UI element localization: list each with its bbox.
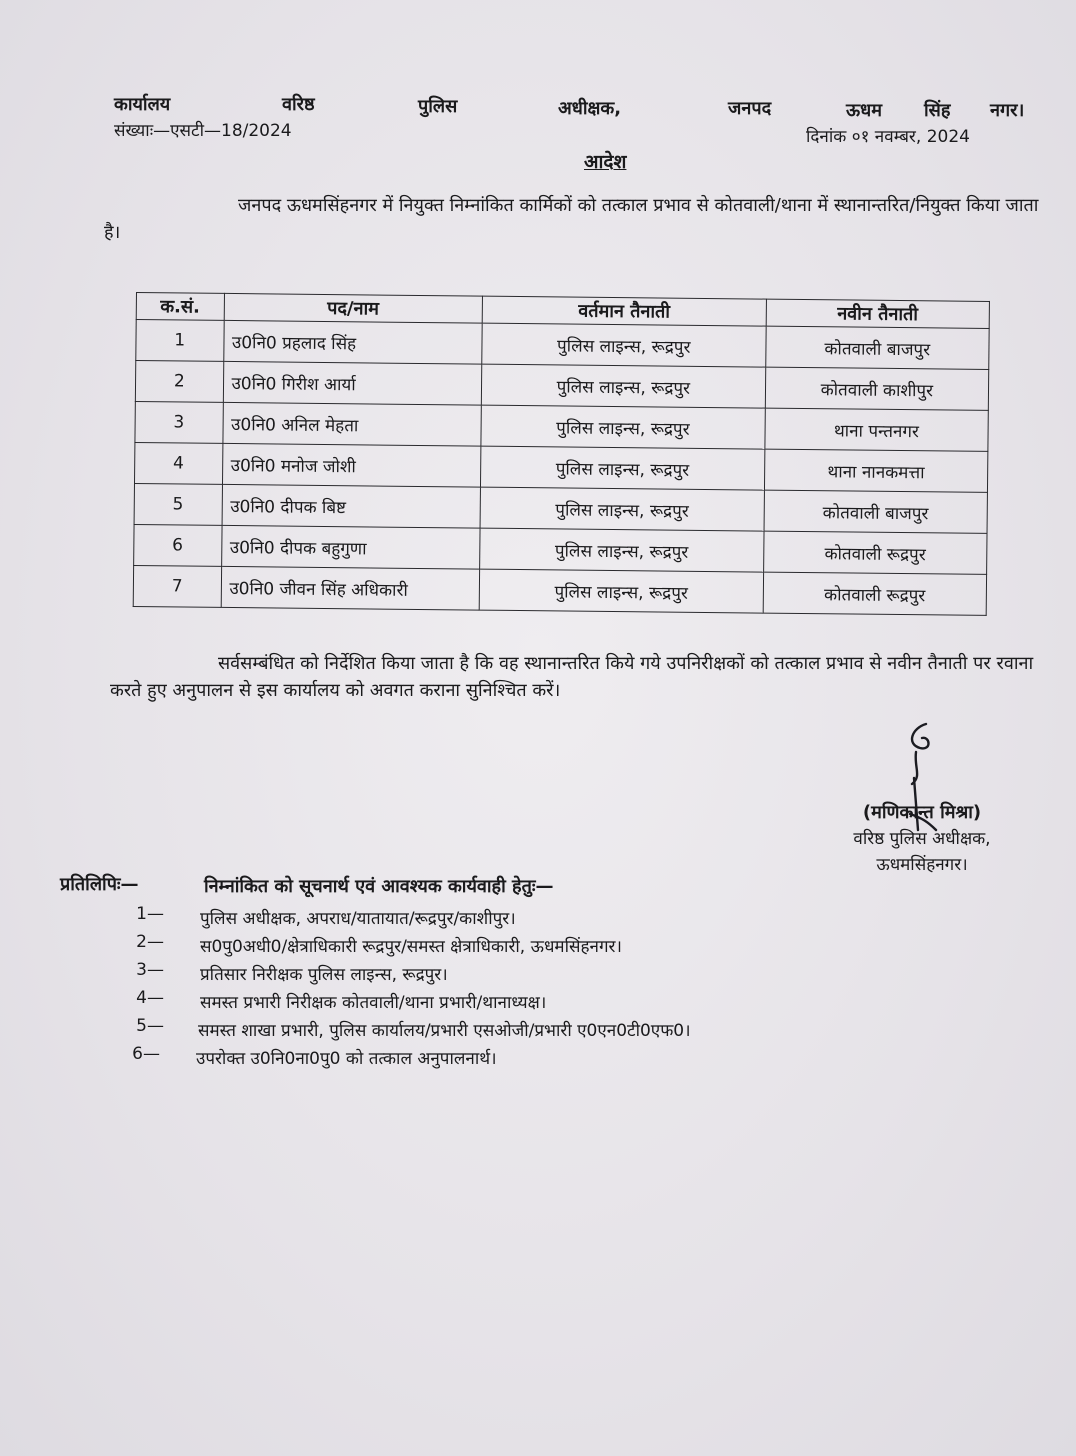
- header-new-posting: नवीन तैनाती: [766, 299, 990, 328]
- signatory-designation: वरिष्ठ पुलिस अधीक्षक,: [853, 829, 991, 849]
- header-word-senior: वरिष्ठ: [282, 94, 315, 115]
- cell-current: पुलिस लाइन्स, रूद्रपुर: [480, 446, 764, 490]
- reference-number: संख्याः—एसटी—18/2024: [114, 121, 292, 141]
- header-serial: क.सं.: [136, 293, 224, 321]
- closing-paragraph: सर्वसम्बंधित को निर्देशित किया जाता है कि वह स्थानान्तरित किये गये उपनिरीक्षकों को तत्काल प्रभाव से नवीन तैनाती पर रवाना करते हुए अनुपालन से इस कार्यालय को अवगत कराना सुनिश्चित करें।: [110, 653, 1034, 701]
- cell-current: पुलिस लाइन्स, रूद्रपुर: [479, 569, 763, 613]
- cell-new: कोतवाली काशीपुर: [765, 367, 989, 410]
- header-word-police: पुलिस: [418, 96, 458, 117]
- copy-item-number: 5—: [136, 1016, 164, 1036]
- cell-serial: 7: [133, 565, 221, 607]
- copy-item-text: प्रतिसार निरीक्षक पुलिस लाइन्स, रूद्रपुर।: [200, 965, 448, 985]
- cell-name: उ0नि0 अनिल मेहता: [222, 402, 481, 446]
- cell-name: उ0नि0 दीपक बिष्ट: [222, 484, 481, 528]
- copy-item-text: समस्त प्रभारी निरीक्षक कोतवाली/थाना प्रभारी/थानाध्यक्ष।: [200, 993, 547, 1013]
- signatory-name: (मणिकान्त मिश्रा): [862, 802, 982, 823]
- cell-name: उ0नि0 दीपक बहुगुणा: [221, 525, 480, 569]
- header-word-singh: सिंह: [924, 100, 951, 121]
- copy-to-label: प्रतिलिपिः—: [60, 874, 139, 895]
- cell-current: पुलिस लाइन्स, रूद्रपुर: [481, 364, 765, 408]
- cell-name: उ0नि0 प्रहलाद सिंह: [223, 320, 482, 364]
- cell-current: पुलिस लाइन्स, रूद्रपुर: [482, 323, 766, 367]
- cell-serial: 5: [134, 483, 222, 525]
- copy-item-text: उपरोक्त उ0नि0ना0पु0 को तत्काल अनुपालनार्थ।: [196, 1049, 497, 1069]
- copy-item-number: 6—: [132, 1044, 160, 1064]
- copy-item-text: समस्त शाखा प्रभारी, पुलिस कार्यालय/प्रभारी एसओजी/प्रभारी ए0एन0टी0एफ0।: [198, 1021, 691, 1041]
- header-post-name: पद/नाम: [224, 293, 483, 323]
- header-word-udham: ऊधम: [846, 100, 882, 121]
- cell-serial: 6: [134, 524, 222, 566]
- header-word-nagar: नगर।: [990, 100, 1025, 121]
- header-word-office: कार्यालय: [114, 94, 171, 115]
- header-current-posting: वर्तमान तैनाती: [482, 296, 766, 326]
- cell-name: उ0नि0 गिरीश आर्या: [223, 361, 482, 405]
- cell-current: पुलिस लाइन्स, रूद्रपुर: [480, 487, 764, 531]
- header-word-district: जनपद: [728, 98, 772, 119]
- cell-name: उ0नि0 मनोज जोशी: [222, 443, 481, 487]
- transfer-table: [133, 292, 990, 616]
- cell-serial: 3: [135, 401, 223, 443]
- copy-item-number: 3—: [136, 960, 164, 980]
- header-word-superintendent: अधीक्षक,: [558, 98, 622, 119]
- cell-name: उ0नि0 जीवन सिंह अधिकारी: [221, 566, 480, 610]
- cell-new: थाना नानकमत्ता: [764, 449, 988, 492]
- order-date: दिनांक ०१ नवम्बर, 2024: [806, 127, 970, 147]
- cell-current: पुलिस लाइन्स, रूद्रपुर: [480, 528, 764, 572]
- cell-new: कोतवाली बाजपुर: [765, 326, 989, 369]
- signatory-district: ऊधमसिंहनगर।: [876, 855, 968, 875]
- order-title: आदेश: [584, 151, 627, 173]
- copy-item-text: पुलिस अधीक्षक, अपराध/यातायात/रूद्रपुर/काशीपुर।: [200, 909, 516, 929]
- copy-item-number: 1—: [136, 904, 164, 924]
- cell-serial: 4: [134, 442, 222, 484]
- cell-serial: 1: [136, 320, 224, 362]
- signature-block: [812, 800, 1032, 878]
- cell-new: कोतवाली रूद्रपुर: [763, 531, 987, 574]
- copy-to-heading: निम्नांकित को सूचनार्थ एवं आवश्यक कार्यवाही हेतुः—: [204, 876, 554, 897]
- copy-item-text: स0पु0अधी0/क्षेत्राधिकारी रूद्रपुर/समस्त क्षेत्राधिकारी, ऊधमसिंहनगर।: [200, 937, 622, 957]
- cell-current: पुलिस लाइन्स, रूद्रपुर: [481, 405, 765, 449]
- cell-new: कोतवाली रूद्रपुर: [763, 572, 987, 615]
- table-row: [133, 565, 986, 615]
- intro-paragraph: जनपद ऊधमसिंहनगर में नियुक्त निम्नांकित कार्मिकों को तत्काल प्रभाव से कोतवाली/थाना में स्थानान्तरित/नियुक्त किया जाता है।: [104, 195, 1039, 243]
- copy-item-number: 4—: [136, 988, 164, 1008]
- copy-item-number: 2—: [136, 932, 164, 952]
- cell-serial: 2: [135, 361, 223, 403]
- cell-new: थाना पन्तनगर: [765, 408, 989, 451]
- cell-new: कोतवाली बाजपुर: [764, 490, 988, 533]
